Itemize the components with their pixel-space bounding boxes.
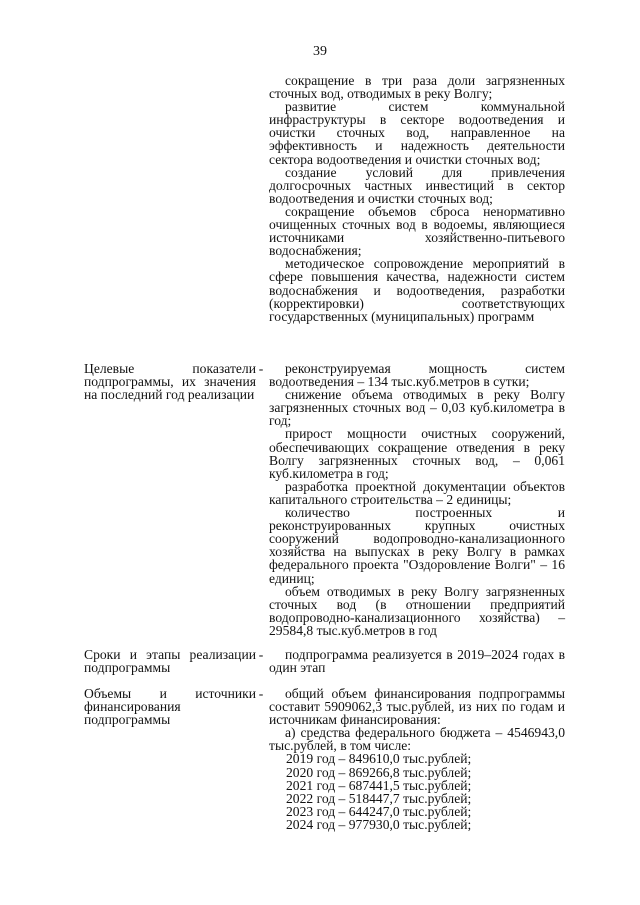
indicator-item: разработка проектной документации объектов капитального строительства – 2 единицы; — [269, 478, 565, 507]
funding-label: Объемы и источники финансирования подпрограммы — [84, 686, 256, 728]
funding-total: общий объем финансирования подпрограммы составит 5909062,3 тыс.рублей, из них по годам и источникам финансирования: — [269, 686, 565, 728]
task-item: сокращение объемов сброса ненормативно очищенных сточных вод в водоемы, являющиеся источниками хозяйственно-питьевого водоснабжения; — [269, 203, 565, 259]
task-item: сокращение в три раза доли загрязненных сточных вод, отводимых в реку Волгу; — [269, 73, 565, 102]
indicators-content — [269, 362, 565, 637]
task-item: методическое сопровождение мероприятий в сфере повышения качества, надежности систем водоснабжения и водоотведения, разработки (корректировки) соответствующих государственных (муниципальных) программ — [269, 256, 565, 324]
terms-text: подпрограмма реализуется в 2019–2024 годах в один этап — [269, 647, 565, 676]
indicator-item: реконструируемая мощность систем водоотведения – 134 тыс.куб.метров в сутки; — [269, 361, 565, 390]
task-item: создание условий для привлечения долгосрочных частных инвестиций в сектор водоотведения и очистки сточных вод; — [269, 164, 565, 206]
funding-year: 2022 год – 518447,7 тыс.рублей; — [286, 790, 472, 806]
funding-year: 2019 год – 849610,0 тыс.рублей; — [286, 751, 472, 767]
indicators-label: Целевые показатели подпрограммы, их значения на последний год реализации — [84, 361, 256, 403]
funding-year: 2023 год – 644247,0 тыс.рублей; — [286, 803, 472, 819]
indicators-dash: - — [258, 361, 264, 376]
funding-content — [269, 687, 565, 831]
indicator-item: прирост мощности очистных сооружений, обеспечивающих сокращение отведения в реку Волгу загрязненных сточных вод, – 0,061 куб.километра в год; — [269, 426, 565, 481]
terms-content — [269, 648, 565, 674]
funding-year: 2021 год – 687441,5 тыс.рублей; — [286, 777, 472, 793]
indicator-item: объем отводимых в реку Волгу загрязненных сточных вод (в отношении предприятий водопроводно-канализационного хозяйства) – 29584,8 тыс.куб.метров в год — [269, 583, 565, 638]
terms-dash: - — [258, 647, 264, 662]
funding-year: 2020 год – 869266,8 тыс.рублей; — [286, 764, 472, 780]
indicator-item: количество построенных и реконструированных крупных очистных сооружений водопроводно-канализационного хозяйства на выпусках в реку Волгу в рамках федерального проекта "Оздоровление Волги" – 16 единиц; — [269, 505, 565, 586]
terms-label: Сроки и этапы реализации подпрограммы — [84, 647, 256, 676]
task-item: развитие систем коммунальной инфраструктуры в секторе водоотведения и очистки сточных вод, направленное на эффективность и надежность деятельности сектора водоотведения и очистки сточных вод; — [269, 99, 565, 167]
page-number: 39 — [313, 44, 327, 59]
funding-year: 2024 год – 977930,0 тыс.рублей; — [286, 816, 472, 832]
tasks-content — [269, 74, 565, 323]
funding-dash: - — [258, 686, 264, 701]
funding-federal: а) средства федерального бюджета – 4546943,0 тыс.рублей, в том числе: — [269, 725, 565, 754]
indicator-item: снижение объема отводимых в реку Волгу загрязненных сточных вод – 0,03 куб.километра в год; — [269, 387, 565, 429]
